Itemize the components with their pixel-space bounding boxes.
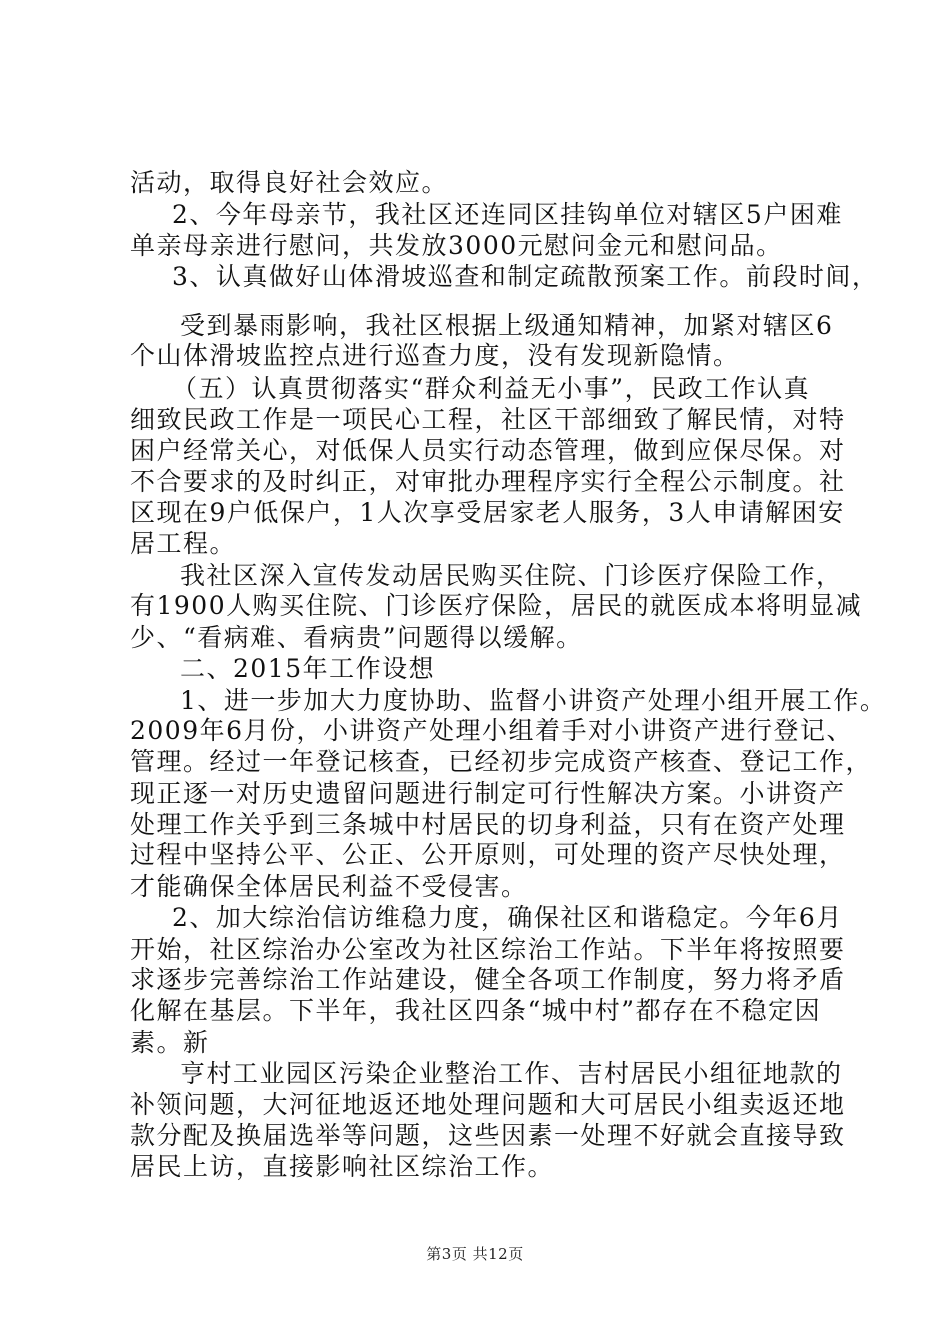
text-line: 困户经常关心，对低保人员实行动态管理，做到应保尽保。对 xyxy=(130,436,846,466)
text-line: 管理。经过一年登记核查，已经初步完成资产核查、登记工作， xyxy=(130,747,873,777)
text-line: 开始，社区综治办公室改为社区综治工作站。下半年将按照要 xyxy=(130,934,846,964)
text-line: 居民上访，直接影响社区综治工作。 xyxy=(130,1152,555,1181)
text-line: 我社区深入宣传发动居民购买住院、门诊医疗保险工作， xyxy=(180,560,843,590)
text-line: 亨村工业园区污染企业整治工作、吉村居民小组征地款的 xyxy=(180,1058,843,1088)
section-heading: 二、2015年工作设想 xyxy=(180,653,436,683)
text-line: 少、“看病难、看病贵”问题得以缓解。 xyxy=(130,623,583,653)
text-line: 单亲母亲进行慰问，共发放3000元慰问金元和慰问品。 xyxy=(130,231,783,261)
text-line: 2、加大综治信访维稳力度，确保社区和谐稳定。今年6月 xyxy=(172,902,843,932)
text-line: 有1900人购买住院、门诊医疗保险，居民的就医成本将明显减 xyxy=(130,591,863,621)
section-heading: （五）认真贯彻落实“群众利益无小事”，民政工作认真 xyxy=(172,373,811,403)
text-line: 3、认真做好山体滑坡巡查和制定疏散预案工作。前段时间， xyxy=(172,262,879,292)
text-line: 处理工作关乎到三条城中村居民的切身利益，只有在资产处理 xyxy=(130,809,846,839)
text-line: 居工程。 xyxy=(130,528,237,558)
text-line: 1、进一步加大力度协助、监督小讲资产处理小组开展工作。 xyxy=(180,685,887,715)
text-line: 素。新 xyxy=(130,1027,210,1057)
page-footer: 第3页 共12页 xyxy=(426,1245,524,1263)
text-line: 款分配及换届选举等问题，这些因素一处理不好就会直接导致 xyxy=(130,1121,846,1151)
text-line: 活动，取得良好社会效应。 xyxy=(130,168,449,197)
text-line: 细致民政工作是一项民心工程，社区干部细致了解民情，对特 xyxy=(130,404,846,434)
text-line: 区现在9户低保户，1人次享受居家老人服务，3人申请解困安 xyxy=(130,498,845,528)
text-line: 补领问题，大河征地返还地处理问题和大可居民小组卖返还地 xyxy=(130,1090,846,1120)
text-line: 2、今年母亲节，我社区还连同区挂钩单位对辖区5户困难 xyxy=(172,199,843,229)
text-line: 现正逐一对历史遗留问题进行制定可行性解决方案。小讲资产 xyxy=(130,778,846,808)
text-line: 受到暴雨影响，我社区根据上级通知精神，加紧对辖区6 xyxy=(180,310,834,340)
text-line: 不合要求的及时纠正，对审批办理程序实行全程公示制度。社 xyxy=(130,467,846,497)
text-line: 化解在基层。下半年，我社区四条“城中村”都存在不稳定因 xyxy=(130,996,822,1026)
text-line: 个山体滑坡监控点进行巡查力度，没有发现新隐情。 xyxy=(130,341,740,371)
text-line: 过程中坚持公平、公正、公开原则，可处理的资产尽快处理， xyxy=(130,840,846,870)
text-line: 2009年6月份，小讲资产处理小组着手对小讲资产进行登记、 xyxy=(130,716,854,746)
text-line: 求逐步完善综治工作站建设，健全各项工作制度，努力将矛盾 xyxy=(130,965,846,995)
text-line: 才能确保全体居民利益不受侵害。 xyxy=(130,872,528,902)
